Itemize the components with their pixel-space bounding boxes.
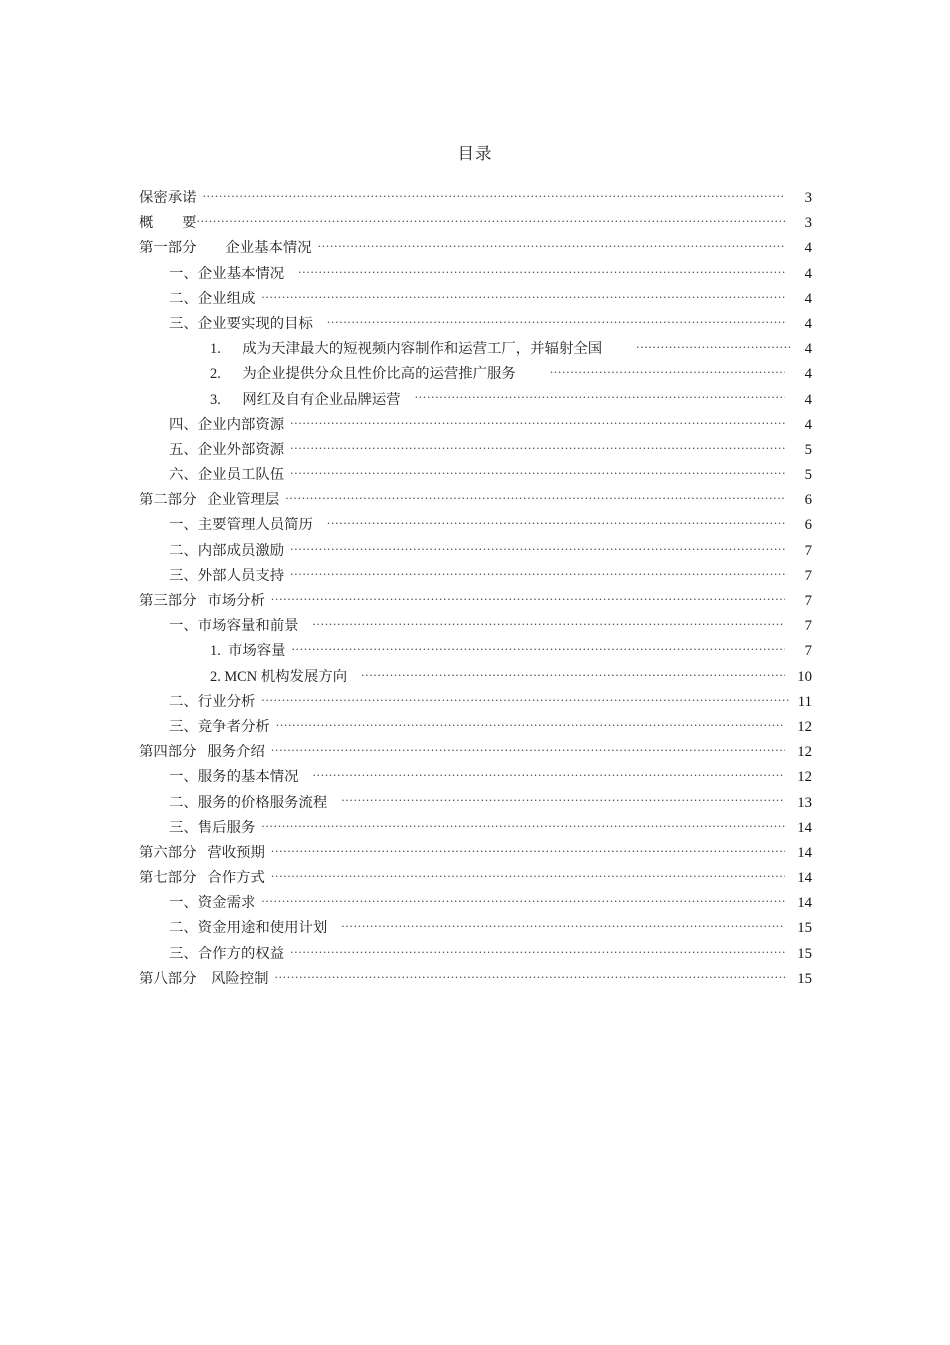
toc-entry[interactable]	[139, 942, 812, 967]
toc-dot-leader	[290, 943, 785, 957]
toc-dot-leader	[261, 691, 791, 705]
toc-entry-page-number: 4	[804, 290, 812, 307]
toc-entry-page-number: 15	[797, 920, 812, 937]
toc-entry[interactable]	[139, 211, 812, 236]
toc-entry-page-number: 14	[797, 844, 812, 861]
toc-dot-leader	[290, 465, 785, 479]
table-of-contents	[139, 186, 812, 992]
toc-dot-leader	[636, 339, 791, 353]
toc-entry-page-number: 7	[804, 593, 812, 609]
toc-entry-label: 2. 为企业提供分众且性价比高的运营推广服务	[210, 366, 516, 383]
toc-entry-page-number: 6	[804, 517, 812, 534]
toc-entry[interactable]	[139, 841, 812, 866]
toc-entry[interactable]	[139, 715, 812, 740]
toc-entry-page-number: 4	[804, 265, 812, 282]
toc-dot-leader	[313, 767, 785, 781]
toc-entry-page-number: 4	[804, 416, 812, 433]
toc-entry-label: 五、企业外部资源	[169, 441, 285, 458]
toc-entry[interactable]	[139, 337, 812, 362]
toc-entry-label: 第一部分 企业基本情况	[139, 240, 312, 257]
toc-dot-leader	[290, 565, 785, 579]
toc-entry-page-number: 7	[804, 542, 812, 559]
toc-entry-page-number: 14	[797, 895, 812, 912]
toc-entry[interactable]	[139, 891, 812, 916]
toc-dot-leader	[285, 490, 785, 504]
toc-entry-label: 二、资金用途和使用计划	[169, 920, 328, 937]
toc-entry[interactable]	[139, 262, 812, 287]
toc-entry[interactable]	[139, 513, 812, 538]
toc-dot-leader	[203, 188, 785, 202]
toc-dot-leader	[290, 540, 785, 554]
toc-entry-label: 第七部分 合作方式	[139, 870, 265, 887]
toc-entry-label: 第六部分 营收预期	[139, 844, 265, 861]
toc-dot-leader	[415, 389, 785, 403]
toc-entry[interactable]	[139, 589, 812, 614]
toc-entry-label: 一、主要管理人员简历	[169, 517, 313, 534]
toc-entry-label: 三、企业要实现的目标	[169, 315, 313, 332]
toc-entry[interactable]	[139, 916, 812, 941]
toc-dot-leader	[298, 263, 785, 277]
toc-entry-label: 第四部分 服务介绍	[139, 744, 265, 761]
toc-entry[interactable]	[139, 362, 812, 387]
toc-entry[interactable]	[139, 690, 812, 715]
toc-entry-page-number: 3	[804, 215, 812, 232]
toc-entry-label: 一、资金需求	[169, 895, 256, 912]
toc-entry-page-number: 13	[797, 794, 812, 811]
toc-entry-page-number: 15	[797, 970, 812, 987]
toc-entry[interactable]	[139, 463, 812, 488]
toc-dot-leader	[290, 414, 785, 428]
toc-entry-label: 六、企业员工队伍	[169, 467, 285, 484]
toc-dot-leader	[341, 918, 785, 932]
toc-entry-label: 二、企业组成	[169, 290, 256, 307]
toc-entry-page-number: 7	[804, 643, 812, 660]
toc-entry-label: 1. 市场容量	[210, 643, 286, 660]
toc-entry-page-number: 4	[804, 315, 812, 332]
page-title: 目录	[457, 144, 493, 163]
toc-entry-page-number: 5	[804, 441, 812, 458]
toc-entry-page-number: 12	[797, 769, 812, 786]
toc-entry-page-number: 6	[804, 492, 812, 509]
toc-entry-page-number: 4	[804, 366, 812, 383]
toc-dot-leader	[271, 591, 785, 605]
toc-dot-leader	[261, 817, 785, 831]
toc-dot-leader	[271, 742, 785, 756]
toc-entry[interactable]	[139, 740, 812, 765]
toc-dot-leader	[313, 616, 785, 630]
toc-entry-label: 四、企业内部资源	[169, 416, 285, 433]
toc-entry-label: 三、外部人员支持	[169, 567, 285, 584]
toc-entry-label: 概 要	[139, 215, 197, 232]
toc-entry[interactable]	[139, 236, 812, 261]
toc-entry[interactable]	[139, 665, 812, 690]
toc-entry[interactable]	[139, 816, 812, 841]
toc-entry[interactable]	[139, 614, 812, 639]
toc-entry[interactable]	[139, 388, 812, 413]
toc-entry-label: 二、行业分析	[169, 693, 256, 710]
toc-entry-page-number: 12	[797, 744, 812, 761]
toc-entry-label: 2. MCN 机构发展方向	[210, 668, 348, 685]
toc-entry-page-number: 7	[804, 567, 812, 584]
toc-dot-leader	[275, 968, 785, 982]
toc-dot-leader	[327, 314, 785, 328]
toc-entry-label: 二、服务的价格服务流程	[169, 794, 328, 811]
toc-entry[interactable]	[139, 765, 812, 790]
toc-entry[interactable]	[139, 287, 812, 312]
toc-dot-leader	[550, 364, 785, 378]
toc-dot-leader	[361, 666, 785, 680]
toc-entry-page-number: 3	[804, 190, 812, 206]
toc-dot-leader	[261, 893, 785, 907]
toc-entry[interactable]	[139, 488, 812, 513]
toc-entry-label: 三、竞争者分析	[169, 718, 270, 735]
toc-dot-leader	[290, 439, 785, 453]
toc-entry[interactable]	[139, 539, 812, 564]
toc-entry[interactable]	[139, 413, 812, 438]
toc-entry-label: 第八部分 风险控制	[139, 970, 269, 987]
toc-entry-page-number: 4	[804, 341, 812, 358]
toc-entry[interactable]	[139, 564, 812, 589]
toc-entry-page-number: 5	[804, 467, 812, 484]
toc-entry-page-number: 10	[797, 668, 812, 685]
toc-entry-page-number: 11	[797, 693, 812, 710]
toc-entry-page-number: 7	[804, 618, 812, 635]
toc-entry[interactable]	[139, 967, 812, 992]
toc-entry[interactable]	[139, 866, 812, 891]
toc-entry-label: 第三部分 市场分析	[139, 593, 265, 609]
toc-entry[interactable]	[139, 639, 812, 664]
toc-entry-page-number: 4	[804, 240, 812, 257]
toc-entry-label: 3. 网红及自有企业品牌运营	[210, 391, 401, 408]
toc-entry-label: 二、内部成员激励	[169, 542, 285, 559]
toc-entry-page-number: 12	[797, 718, 812, 735]
toc-entry-label: 三、合作方的权益	[169, 945, 285, 962]
toc-entry-label: 保密承诺	[139, 190, 197, 206]
toc-entry-label: 一、企业基本情况	[169, 265, 285, 282]
toc-entry-label: 一、市场容量和前景	[169, 618, 299, 635]
toc-dot-leader	[292, 641, 785, 655]
toc-dot-leader	[271, 868, 785, 882]
toc-dot-leader	[276, 717, 785, 731]
toc-entry-page-number: 15	[797, 945, 812, 962]
toc-dot-leader	[327, 515, 785, 529]
toc-dot-leader	[261, 288, 785, 302]
toc-entry-label: 三、售后服务	[169, 819, 256, 836]
toc-entry-label: 第二部分 企业管理层	[139, 492, 280, 509]
toc-entry[interactable]	[139, 791, 812, 816]
toc-entry-label: 一、服务的基本情况	[169, 769, 299, 786]
toc-dot-leader	[271, 842, 785, 856]
toc-dot-leader	[341, 792, 785, 806]
toc-entry[interactable]	[139, 186, 812, 211]
toc-entry[interactable]	[139, 438, 812, 463]
toc-dot-leader	[318, 238, 785, 252]
toc-dot-leader	[197, 213, 785, 227]
toc-entry-page-number: 14	[797, 819, 812, 836]
toc-entry[interactable]	[139, 312, 812, 337]
toc-entry-page-number: 4	[804, 391, 812, 408]
toc-entry-page-number: 14	[797, 870, 812, 887]
toc-entry-label: 1. 成为天津最大的短视频内容制作和运营工厂，并辐射全国	[210, 341, 603, 358]
